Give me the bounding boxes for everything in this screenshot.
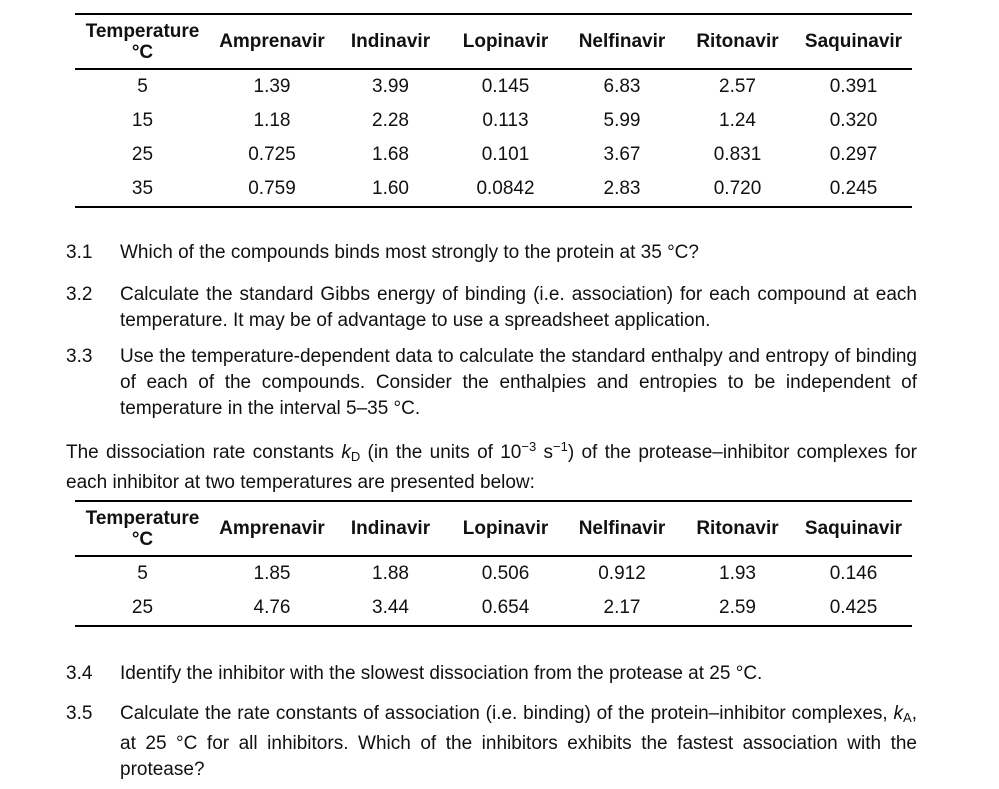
table-cell: 0.391: [829, 76, 878, 97]
table-cell: 0.0842: [476, 178, 535, 199]
table-cell: 2.17: [603, 597, 641, 618]
question-text: Use the temperature-dependent data to calculate the standard enthalpy and entropy of binding of each of the compounds. Consider the enthalpies and entropies to be independent of temperature in the interval 5–35 °C.: [120, 346, 917, 419]
table-cell: 2.59: [719, 597, 756, 618]
table-cell: 25: [131, 144, 154, 165]
table-cell: 0.912: [598, 563, 646, 584]
table-header-temperature: [75, 14, 210, 69]
table-cell: 1.68: [372, 144, 409, 165]
table-cell: 3.99: [372, 76, 409, 97]
paragraph-text: The dissociation rate constants: [66, 442, 342, 463]
table-cell: 3.44: [372, 597, 409, 618]
table-cell: 1.18: [253, 110, 291, 131]
table-row: [75, 591, 912, 626]
table-header-cell: Amprenavir: [219, 31, 325, 52]
table-cell: 2.83: [603, 178, 641, 199]
table-cell: 1.88: [372, 563, 409, 584]
question-3-5: [66, 701, 917, 783]
table-cell: 0.113: [482, 110, 529, 131]
question-3-2: [66, 282, 917, 334]
table-cell: 0.831: [713, 144, 762, 165]
table-cell: 0.759: [248, 178, 296, 199]
table-header-cell: Nelfinavir: [578, 31, 666, 52]
table-cell: 0.146: [829, 563, 878, 584]
paragraph-dissociation-rate: [66, 434, 917, 496]
table-cell: 3.67: [603, 144, 641, 165]
table-cell: 0.297: [829, 144, 878, 165]
table-cell: 6.83: [603, 76, 641, 97]
question-number: 3.1: [66, 242, 93, 263]
table-cell: 4.76: [253, 597, 291, 618]
table-header-cell: Lopinavir: [462, 31, 549, 52]
table-cell: 0.720: [713, 178, 762, 199]
question-number: 3.4: [66, 663, 93, 684]
table-cell: 5.99: [603, 110, 641, 131]
question-text: Which of the compounds binds most strongly to the protein at 35 °C?: [120, 242, 699, 263]
table-cell: 0.425: [829, 597, 878, 618]
k-symbol: k: [893, 703, 904, 724]
k-subscript-a: A: [903, 710, 912, 725]
table-cell: 1.85: [253, 563, 291, 584]
table-cell: 1.93: [719, 563, 756, 584]
table-header-cell: Ritonavir: [696, 518, 779, 539]
table-header-temperature: [75, 501, 210, 556]
table-cell: 0.101: [481, 144, 530, 165]
table-cell: 5: [137, 563, 148, 584]
question-number: 3.2: [66, 284, 93, 305]
table-row: [75, 138, 912, 172]
exponent-minus3: −3: [521, 439, 537, 454]
question-text: Calculate the standard Gibbs energy of binding (i.e. association) for each compound at each temperature. It may be of advantage to use a spreadsheet application.: [120, 284, 917, 331]
table-row: [75, 172, 912, 207]
table-header-cell: Indinavir: [350, 518, 431, 539]
table-header-row: [75, 14, 912, 69]
table-cell: 0.506: [481, 563, 530, 584]
paragraph-text: (in the units of 10: [360, 442, 522, 463]
table-header-cell: Saquinavir: [804, 31, 903, 52]
question-text-segment: , at 25 °C for all inhibitors. Which of the inhibitors exhibits the fastest association with the protease?: [120, 703, 917, 780]
k-subscript-d: D: [350, 449, 361, 464]
table-cell: 25: [131, 597, 154, 618]
table-cell: 0.145: [481, 76, 530, 97]
binding-constants-table: [75, 13, 912, 208]
question-text-segment: Calculate the rate constants of association (i.e. binding) of the protein–inhibitor complexes,: [120, 703, 894, 724]
temperature-label-line2: °C: [131, 41, 154, 63]
question-3-3: [66, 344, 917, 422]
table-cell: 1.24: [719, 110, 756, 131]
question-number: 3.5: [66, 703, 93, 724]
paragraph-text: s: [536, 442, 554, 463]
dissociation-rate-table: [75, 500, 912, 627]
table-row: [75, 104, 912, 138]
temperature-label-line1: Temperature: [85, 507, 200, 529]
table-cell: 0.725: [248, 144, 296, 165]
temperature-label-line1: Temperature: [85, 20, 200, 42]
table-header-cell: Saquinavir: [804, 518, 903, 539]
table-header-cell: Nelfinavir: [578, 518, 666, 539]
question-3-4: [66, 661, 917, 687]
temperature-label-line2: °C: [131, 528, 154, 550]
table-header-cell: Indinavir: [350, 31, 431, 52]
table-cell: 2.28: [372, 110, 409, 131]
table-row: [75, 69, 912, 104]
table-header-cell: Lopinavir: [462, 518, 549, 539]
question-text: [120, 701, 917, 783]
table-cell: 2.57: [719, 76, 756, 97]
table-header-cell: Amprenavir: [219, 518, 325, 539]
exponent-minus1: −1: [553, 439, 568, 454]
paragraph-text: ) of the protease–inhibitor complexes for each inhibitor at two temperatures are presented below:: [66, 442, 917, 493]
question-3-1: [66, 240, 917, 266]
table-cell: 15: [131, 110, 154, 131]
table-header-row: [75, 501, 912, 556]
table-cell: 0.654: [481, 597, 530, 618]
table-cell: 5: [137, 76, 148, 97]
table-cell: 0.245: [829, 178, 878, 199]
table-header-cell: Ritonavir: [696, 31, 779, 52]
k-symbol: k: [341, 442, 351, 463]
table-row: [75, 556, 912, 591]
question-text: Identify the inhibitor with the slowest dissociation from the protease at 25 °C.: [120, 663, 763, 684]
table-cell: 0.320: [829, 110, 878, 131]
table-cell: 1.39: [253, 76, 291, 97]
table-cell: 35: [131, 178, 154, 199]
table-cell: 1.60: [372, 178, 409, 199]
question-number: 3.3: [66, 346, 93, 367]
